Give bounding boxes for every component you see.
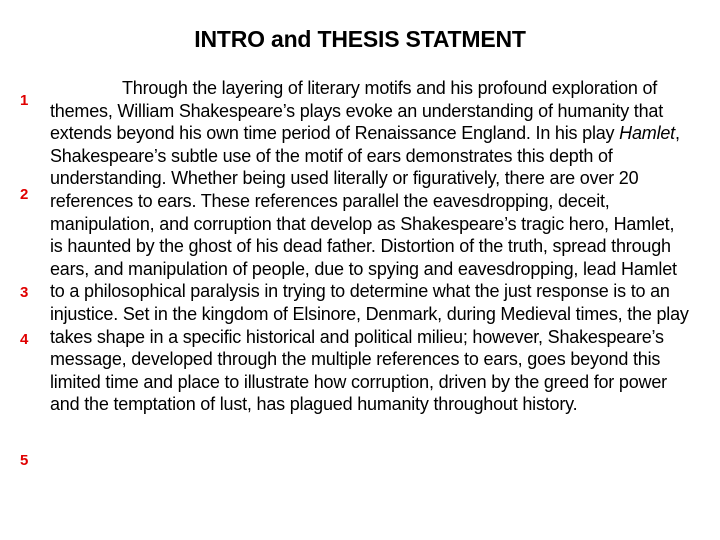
play-title: Hamlet <box>619 123 675 144</box>
paragraph-text-part-1: Through the layering of literary motifs and his profound exploration of themes, William Shakespeare’s plays evoke an understanding of humanity that extends beyond his own time period of Renaissance England. In his play <box>50 78 664 144</box>
sentence-markers <box>20 0 44 540</box>
marker-4: 4 <box>20 331 29 348</box>
marker-2: 2 <box>20 186 29 203</box>
thesis-paragraph <box>50 77 690 416</box>
marker-3: 3 <box>20 284 29 301</box>
marker-1: 1 <box>20 92 29 109</box>
paragraph-text-part-2: , Shakespeare’s subtle use of the motif of ears demonstrates this depth of understanding. Whether being used literally or figuratively, there are over 20 references to ears. These references parallel the eavesdropping, deceit, manipulation, and corruption that develop as Shakespeare’s tragic hero, Hamlet, is haunted by the ghost of his dead father. Distortion of the truth, spread through ears, and manipulation of people, due to spying and eavesdropping, lead Hamlet to a philosophical paralysis in trying to determine what the just response is to an injustice. Set in the kingdom of Elsinore, Denmark, during Medieval times, the play takes shape in a specific historical and political milieu; however, Shakespeare’s message, developed through the multiple references to ears, goes beyond this limited time and place to illustrate how corruption, driven by the greed for power and the temptation of lust, has plagued humanity throughout history. <box>50 123 689 415</box>
marker-5: 5 <box>20 452 29 469</box>
slide-title: INTRO and THESIS STATMENT <box>194 26 526 52</box>
